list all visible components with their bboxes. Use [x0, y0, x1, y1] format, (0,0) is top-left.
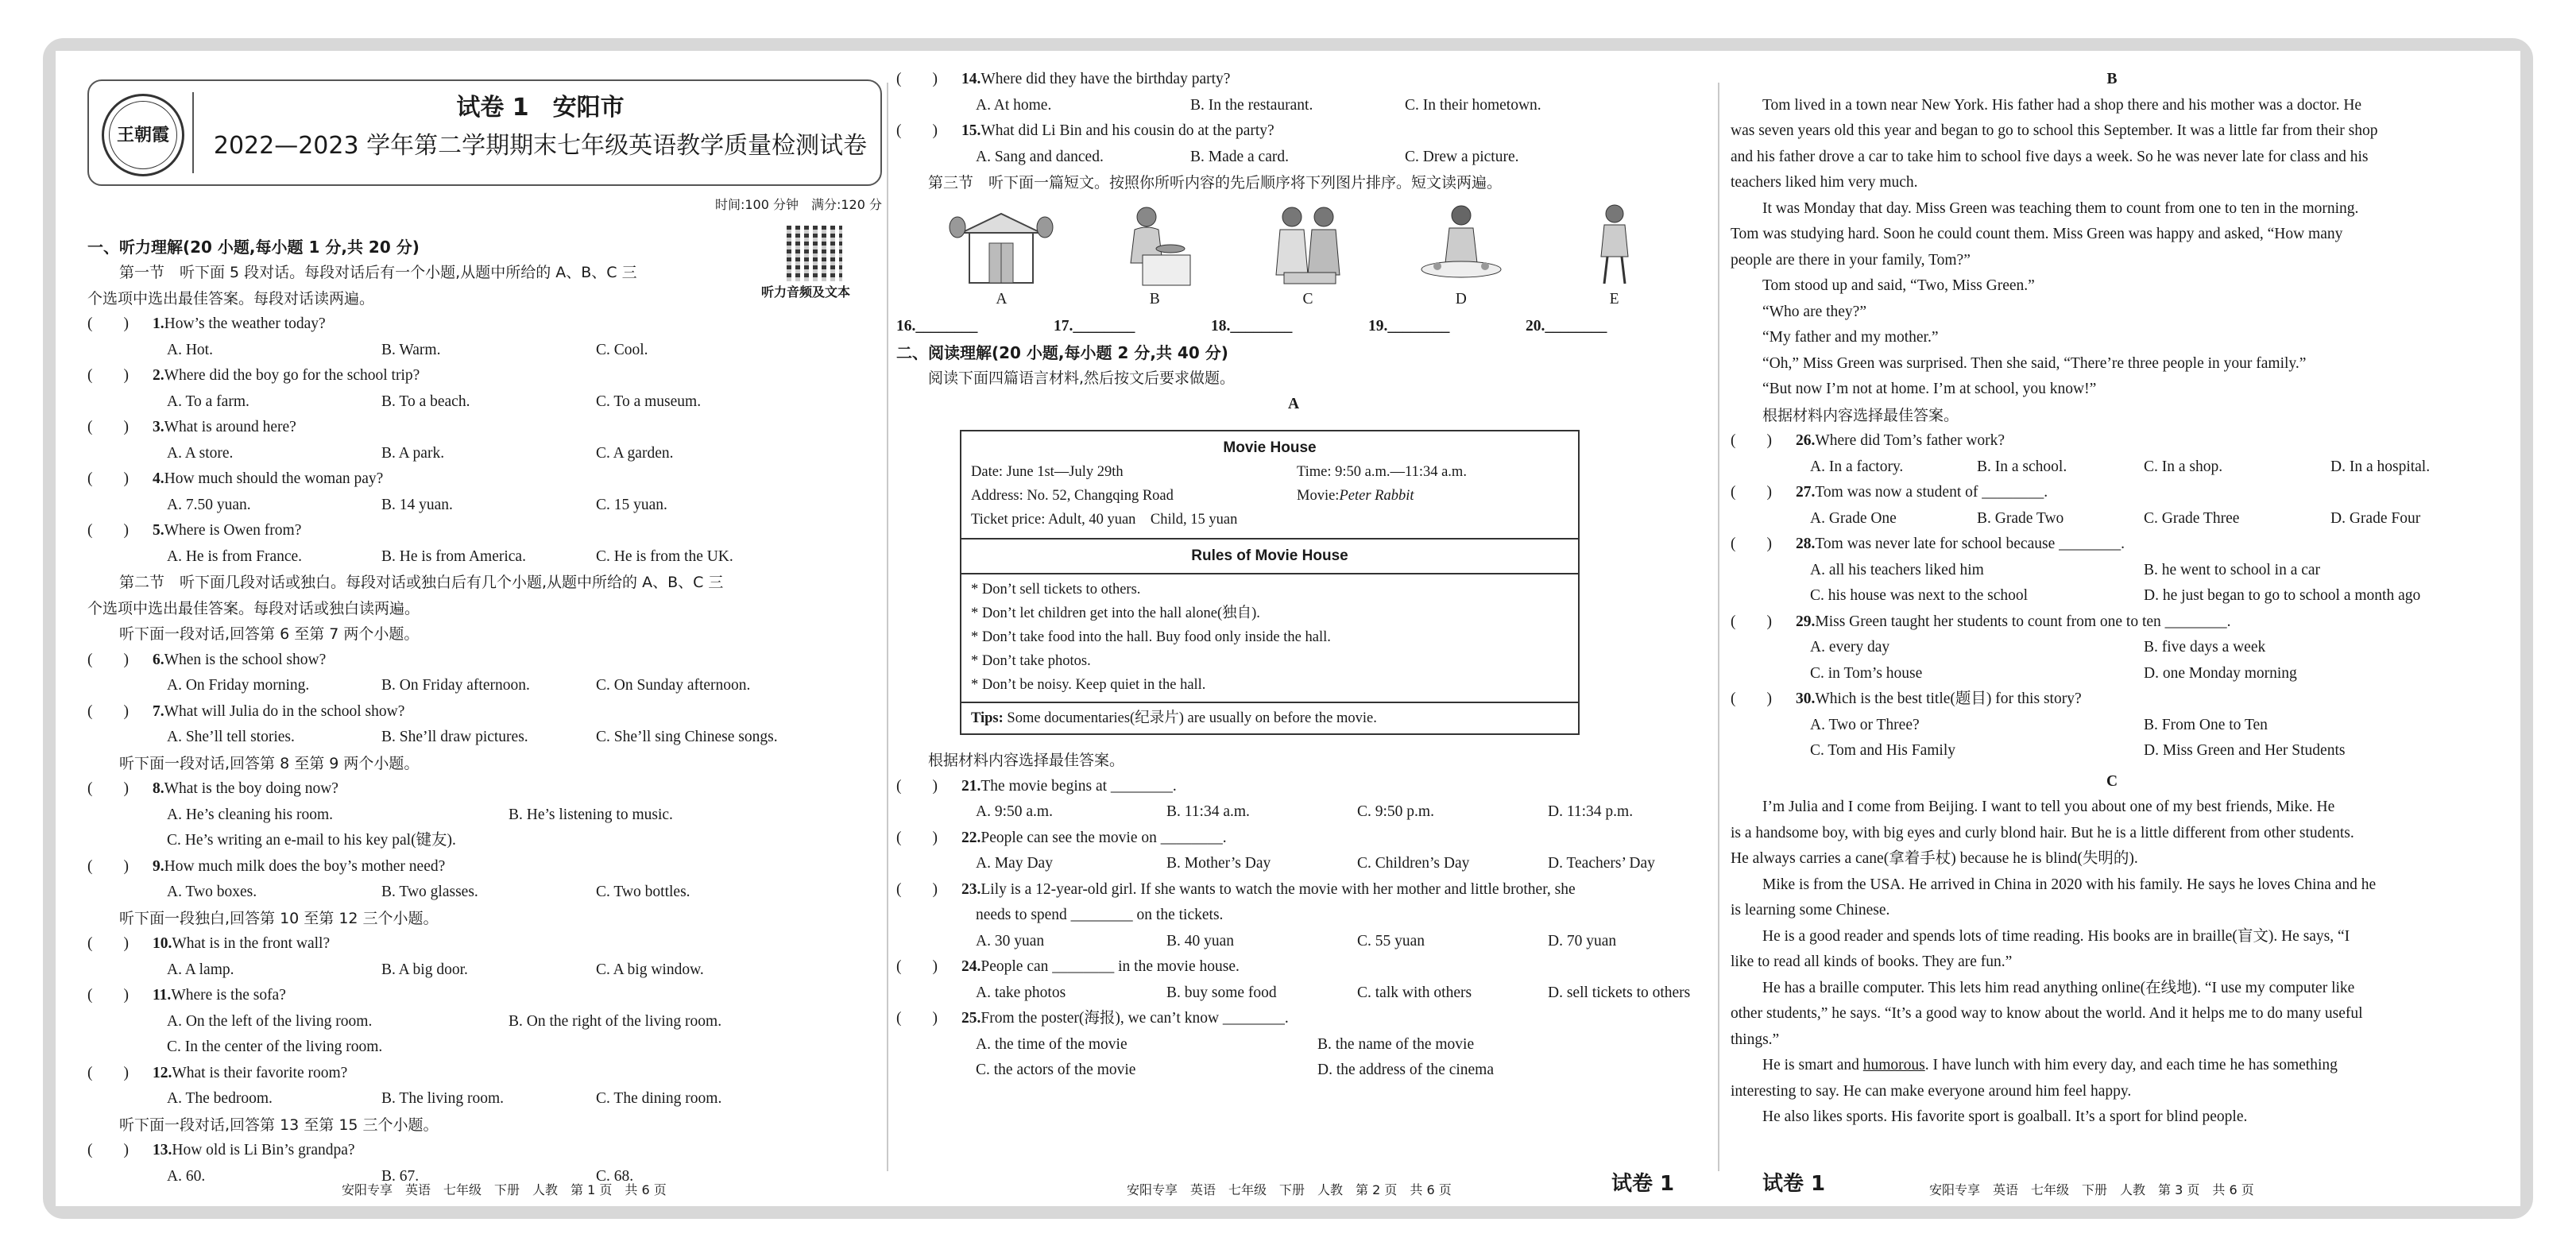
- question-number: 2.: [153, 367, 164, 384]
- rule-item: * Don’t sell tickets to others.: [971, 582, 1141, 598]
- option-a[interactable]: A. May Day: [976, 855, 1053, 872]
- question-28: [1731, 532, 2493, 609]
- answer-bracket[interactable]: ( ): [87, 857, 129, 875]
- section-note: 听下面一段对话,回答第 13 至第 15 三个小题。: [119, 1116, 439, 1134]
- question-12: [87, 1061, 882, 1112]
- option-a[interactable]: A. Hot.: [167, 341, 213, 358]
- question-8: [87, 776, 882, 854]
- blank-16[interactable]: 16.________: [896, 318, 978, 335]
- option-c[interactable]: C. Tom and His Family: [1810, 742, 1955, 759]
- option-b[interactable]: B. He’s listening to music.: [509, 806, 673, 823]
- passage-line: It was Monday that day. Miss Green was teaching them to count from one to ten in the morning.: [1762, 199, 2359, 217]
- passage-line: like to read all kinds of books. They are fun.”: [1731, 953, 2013, 970]
- question-1: [87, 311, 882, 363]
- question-stem: When is the school show?: [164, 651, 327, 668]
- option-c[interactable]: C. the actors of the movie: [976, 1062, 1136, 1078]
- question-5: [87, 518, 882, 570]
- qr-caption: 听力音频及文本: [761, 284, 851, 300]
- picture-label: B: [1149, 290, 1160, 307]
- option-b[interactable]: B. 40 yuan: [1166, 932, 1235, 950]
- passage-line: teachers liked him very much.: [1731, 174, 1918, 191]
- option-b[interactable]: B. He is from America.: [381, 547, 526, 565]
- option-d[interactable]: D. 11:34 p.m.: [1548, 803, 1634, 820]
- picture-row: [896, 199, 1691, 313]
- part1-intro-cont: 个选项中选出最佳答案。每段对话读两遍。: [87, 289, 375, 307]
- option-c[interactable]: C. 15 yuan.: [596, 496, 667, 513]
- passage-line: is a handsome boy, with big eyes and curly blond hair. But he is a little different from other students.: [1731, 824, 2354, 841]
- part2-intro: 第二节 听下面几段对话或独白。每段对话或独白后有几个小题,从题中所给的 A、B、C 三: [119, 574, 724, 591]
- question-22: [896, 826, 1691, 877]
- answer-bracket[interactable]: ( ): [87, 367, 129, 384]
- question-stem-cont: needs to spend ________ on the tickets.: [976, 907, 1224, 923]
- option-a[interactable]: A. A lamp.: [167, 961, 234, 978]
- question-stem: Lily is a 12-year-old girl. If she wants to watch the movie with her mother and little brother, she: [981, 880, 1576, 898]
- question-number: 25.: [961, 1010, 981, 1027]
- blank-19[interactable]: 19.________: [1368, 318, 1450, 335]
- option-b[interactable]: B. On the right of the living room.: [509, 1012, 722, 1030]
- exam-sheet: [56, 51, 2520, 1206]
- question-11: [87, 983, 882, 1061]
- choose-instruction: 根据材料内容选择最佳答案。: [1762, 406, 1959, 424]
- passage-a-label: A: [1287, 395, 1300, 412]
- answer-bracket[interactable]: ( ): [87, 935, 129, 952]
- option-c[interactable]: C. Children’s Day: [1357, 855, 1470, 872]
- question-stem: How old is Li Bin’s grandpa?: [172, 1142, 355, 1158]
- answer-bracket[interactable]: ( ): [1731, 536, 1772, 552]
- question-number: 4.: [153, 470, 164, 487]
- question-9: [87, 854, 882, 906]
- question-stem: What is in the front wall?: [172, 935, 331, 952]
- part3-intro: 第三节 听下面一篇短文。按照你所听内容的先后顺序将下列图片排序。短文读两遍。: [928, 174, 1503, 191]
- passage-line: is learning some Chinese.: [1731, 902, 1890, 919]
- column-divider: [887, 83, 888, 1171]
- passage-c: [1731, 795, 2493, 1131]
- option-a[interactable]: A. On Friday morning.: [167, 677, 310, 694]
- passage-line: He is a good reader and spends lots of time reading. His books are in braille(盲文). He says, “I: [1762, 927, 2350, 945]
- picture-d: [1384, 199, 1537, 313]
- part2-intro-cont: 个选项中选出最佳答案。每段对话或独白读两遍。: [87, 599, 420, 617]
- poster-title: Movie House: [1223, 439, 1317, 456]
- answer-bracket[interactable]: ( ): [896, 122, 938, 139]
- passage-line: He always carries a cane(拿着手杖) because he is blind(失明的).: [1731, 850, 2138, 867]
- poster-tips: Tips: Some documentaries(纪录片) are usually on before the movie.: [971, 710, 1377, 726]
- exam-number-label: 试卷 1: [1762, 1172, 1826, 1196]
- poster-price: Ticket price: Adult, 40 yuan Child, 15 yuan: [971, 512, 1238, 528]
- option-b[interactable]: B. A big door.: [381, 961, 468, 978]
- question-14: [896, 67, 1691, 118]
- option-a[interactable]: A. In a factory.: [1810, 458, 1904, 475]
- option-c[interactable]: C. A big window.: [596, 961, 704, 978]
- blank-17[interactable]: 17.________: [1054, 318, 1135, 335]
- question-number: 7.: [153, 702, 164, 720]
- qr-code-icon[interactable]: [787, 226, 842, 281]
- person-cooking-icon: [1095, 199, 1214, 287]
- answer-bracket[interactable]: ( ): [87, 987, 129, 1004]
- column-page-3: [1731, 51, 2493, 1206]
- option-b[interactable]: B. From One to Ten: [2144, 716, 2268, 733]
- answer-bracket[interactable]: ( ): [87, 470, 129, 487]
- rules-title: Rules of Movie House: [961, 541, 1578, 574]
- picture-c: [1232, 199, 1385, 313]
- question-number: 9.: [153, 857, 164, 875]
- answer-bracket[interactable]: ( ): [896, 1010, 938, 1027]
- option-c[interactable]: C. He’s writing an e-mail to his key pal(键友).: [167, 832, 456, 849]
- picture-label: E: [1609, 290, 1619, 307]
- passage-line: people are there in your family, Tom?”: [1731, 251, 1971, 269]
- column-page-1: [87, 51, 882, 1206]
- option-b[interactable]: B. The living room.: [381, 1090, 505, 1107]
- option-a[interactable]: A. She’ll tell stories.: [167, 729, 295, 745]
- question-number: 8.: [153, 780, 164, 797]
- question-stem: What is around here?: [164, 419, 296, 435]
- option-c[interactable]: C. On Sunday afternoon.: [596, 677, 751, 694]
- answer-bracket[interactable]: ( ): [87, 1142, 129, 1158]
- picture-label: D: [1455, 290, 1467, 307]
- option-b[interactable]: B. Mother’s Day: [1166, 855, 1271, 872]
- logo-text: 王朝霞: [116, 124, 169, 145]
- option-c[interactable]: C. Cool.: [596, 341, 648, 358]
- question-stem: Where did they have the birthday party?: [981, 71, 1231, 87]
- question-27: [1731, 480, 2493, 532]
- answer-bracket[interactable]: ( ): [1731, 432, 1772, 449]
- question-stem: What is the boy doing now?: [164, 780, 338, 797]
- option-c[interactable]: C. She’ll sing Chinese songs.: [596, 729, 778, 745]
- question-23: [896, 877, 1691, 955]
- passage-line: Tom lived in a town near New York. His father had a shop there and his mother was a doctor. He: [1762, 96, 2362, 114]
- title-box: [87, 79, 882, 186]
- question-number: 1.: [153, 315, 164, 332]
- option-b[interactable]: B. Made a card.: [1190, 148, 1289, 165]
- answer-bracket[interactable]: ( ): [896, 71, 938, 87]
- page-title: 试卷 1 安阳市: [456, 94, 625, 122]
- question-number: 14.: [961, 71, 981, 87]
- rule-item: * Don’t be noisy. Keep quiet in the hall.: [971, 677, 1206, 693]
- option-c[interactable]: C. 68.: [596, 1167, 634, 1185]
- answer-bracket[interactable]: ( ): [1731, 613, 1772, 630]
- answer-bracket[interactable]: ( ): [1731, 484, 1772, 501]
- question-stem: Where is the sofa?: [171, 987, 286, 1004]
- option-a[interactable]: A. Sang and danced.: [976, 148, 1104, 165]
- option-d[interactable]: D. sell tickets to others: [1548, 984, 1691, 1001]
- option-a[interactable]: A. Two or Three?: [1810, 716, 1920, 733]
- option-c[interactable]: C. 55 yuan: [1357, 932, 1425, 950]
- passage-line: “My father and my mother.”: [1762, 329, 1939, 346]
- answer-bracket[interactable]: ( ): [87, 315, 129, 332]
- question-stem: What is their favorite room?: [172, 1064, 348, 1081]
- passage-line: I’m Julia and I come from Beijing. I want to tell you about one of my best friends, Mike. He: [1762, 799, 2335, 815]
- passage-c-label: C: [2106, 772, 2118, 790]
- option-a[interactable]: A. the time of the movie: [976, 1035, 1127, 1053]
- question-number: 26.: [1796, 432, 1816, 449]
- title-divider: [192, 92, 194, 173]
- question-26: [1731, 428, 2493, 480]
- question-number: 27.: [1796, 484, 1816, 501]
- option-d[interactable]: D. 70 yuan: [1548, 932, 1617, 950]
- passage-line: other students,” he says. “It’s a good way to know about the world. And it helps me to do many useful: [1731, 1005, 2363, 1022]
- question-number: 15.: [961, 122, 981, 139]
- question-stem: People can see the movie on ________.: [981, 829, 1227, 846]
- option-c[interactable]: C. his house was next to the school: [1810, 587, 2029, 604]
- question-stem: Tom was never late for school because ________.: [1815, 536, 2125, 552]
- option-b[interactable]: B. In the restaurant.: [1190, 96, 1313, 114]
- option-a[interactable]: A. Grade One: [1810, 509, 1897, 527]
- blank-20[interactable]: 20.________: [1526, 318, 1607, 335]
- question-number: 23.: [961, 880, 981, 898]
- answer-bracket[interactable]: ( ): [896, 958, 938, 975]
- underlined-word: humorous: [1862, 1057, 1925, 1073]
- picture-b: [1078, 199, 1232, 313]
- question-stem: How much should the woman pay?: [164, 470, 384, 487]
- reading-intro: 阅读下面四篇语言材料,然后按文后要求做题。: [928, 369, 1236, 387]
- page-footer: 安阳专享 英语 七年级 下册 人教 第 3 页 共 6 页: [1929, 1182, 2254, 1197]
- option-a[interactable]: A. 9:50 a.m.: [976, 803, 1053, 820]
- passage-line: was seven years old this year and began to go to school this September. It was a little far from their shop: [1731, 122, 2378, 139]
- question-number: 13.: [153, 1142, 172, 1158]
- option-d[interactable]: D. he just began to go to school a month ago: [2144, 587, 2421, 604]
- answer-blanks: [896, 314, 1691, 340]
- answer-bracket[interactable]: ( ): [87, 702, 129, 720]
- page-footer: 安阳专享 英语 七年级 下册 人教 第 2 页 共 6 页: [1127, 1182, 1452, 1197]
- passage-line: He has a braille computer. This lets him read anything online(在线地). “I use my computer like: [1762, 979, 2355, 996]
- option-b[interactable]: B. Two glasses.: [381, 884, 478, 900]
- question-number: 11.: [153, 987, 172, 1004]
- listening-heading: 一、听力理解(20 小题,每小题 1 分,共 20 分): [87, 237, 420, 257]
- option-b[interactable]: B. he went to school in a car: [2144, 561, 2321, 578]
- question-30: [1731, 687, 2493, 764]
- exam-number-label: 试卷 1: [1611, 1172, 1675, 1196]
- option-a[interactable]: A. A store.: [167, 444, 234, 462]
- exam-meta: 时间:100 分钟 满分:120 分: [714, 197, 882, 212]
- movie-poster: [960, 430, 1580, 735]
- section-note: 听下面一段对话,回答第 8 至第 9 两个小题。: [119, 754, 420, 772]
- option-b[interactable]: B. the name of the movie: [1317, 1035, 1475, 1053]
- question-stem: People can ________ in the movie house.: [981, 958, 1240, 975]
- question-stem: Where is Owen from?: [164, 522, 302, 539]
- part1-intro: 第一节 听下面 5 段对话。每段对话后有一个小题,从题中所给的 A、B、C 三: [119, 264, 637, 281]
- question-number: 5.: [153, 522, 164, 539]
- question-stem: Which is the best title(题目) for this story?: [1815, 690, 2082, 707]
- question-number: 30.: [1796, 690, 1816, 707]
- option-a[interactable]: A. all his teachers liked him: [1810, 561, 1984, 578]
- option-b[interactable]: B. A park.: [381, 444, 445, 462]
- publisher-logo: [102, 94, 184, 176]
- passage-b-label: B: [2106, 71, 2118, 87]
- question-stem: Where did Tom’s father work?: [1815, 432, 2005, 449]
- reading-heading: 二、阅读理解(20 小题,每小题 2 分,共 40 分): [896, 342, 1228, 362]
- option-c[interactable]: C. Drew a picture.: [1405, 148, 1519, 165]
- answer-bracket[interactable]: ( ): [87, 522, 129, 539]
- option-b[interactable]: B. 11:34 a.m.: [1166, 803, 1250, 820]
- passage-line: He is smart and humorous. I have lunch with him every day, and each time he has something: [1762, 1057, 2338, 1073]
- question-stem: How much milk does the boy’s mother need?: [164, 857, 446, 875]
- question-3: [87, 415, 882, 466]
- rule-item: * Don’t let children get into the hall alone(独自).: [971, 605, 1260, 621]
- answer-bracket[interactable]: ( ): [896, 880, 938, 898]
- answer-bracket[interactable]: ( ): [87, 1064, 129, 1081]
- question-number: 6.: [153, 651, 164, 668]
- option-c[interactable]: C. A garden.: [596, 444, 674, 462]
- column-divider: [1718, 83, 1719, 1171]
- picture-label: C: [1302, 290, 1313, 307]
- passage-line: things.”: [1731, 1031, 1780, 1048]
- question-number: 21.: [961, 777, 981, 795]
- option-a[interactable]: A. He’s cleaning his room.: [167, 806, 334, 823]
- option-b[interactable]: B. In a school.: [1977, 458, 2067, 475]
- gate-lanterns-icon: [942, 199, 1061, 287]
- question-4: [87, 466, 882, 518]
- option-c[interactable]: C. Two bottles.: [596, 884, 690, 900]
- option-a[interactable]: A. The bedroom.: [167, 1090, 273, 1107]
- two-women-icon: [1248, 199, 1367, 287]
- answer-bracket[interactable]: ( ): [87, 419, 129, 435]
- question-number: 22.: [961, 829, 981, 846]
- option-a[interactable]: A. On the left of the living room.: [167, 1012, 373, 1030]
- page-subtitle: 2022—2023 学年第二学期期末七年级英语教学质量检测试卷: [213, 132, 868, 160]
- blank-18[interactable]: 18.________: [1211, 318, 1293, 335]
- option-d[interactable]: D. Grade Four: [2330, 509, 2421, 527]
- option-b[interactable]: B. buy some food: [1166, 984, 1277, 1001]
- passage-line: interesting to say. He can make everyone around him feel happy.: [1731, 1082, 2132, 1100]
- option-a[interactable]: A. At home.: [976, 96, 1052, 114]
- option-c[interactable]: C. He is from the UK.: [596, 547, 733, 565]
- page-footer: 安阳专享 英语 七年级 下册 人教 第 1 页 共 6 页: [342, 1182, 667, 1197]
- poster-address: Address: No. 52, Changqing Road: [971, 488, 1174, 504]
- option-a[interactable]: A. every day: [1810, 639, 1890, 656]
- picture-label: A: [996, 290, 1008, 307]
- option-c[interactable]: C. In the center of the living room.: [167, 1038, 383, 1055]
- question-stem: Miss Green taught her students to count from one to ten ________.: [1815, 613, 2231, 630]
- passage-line: Tom stood up and said, “Two, Miss Green.”: [1762, 277, 2035, 294]
- question-6: [87, 648, 882, 699]
- question-15: [896, 118, 1691, 170]
- option-c[interactable]: C. In a shop.: [2144, 458, 2223, 475]
- passage-line: Tom was studying hard. Soon he could count them. Miss Green was happy and asked, “How many: [1731, 226, 2343, 242]
- answer-bracket[interactable]: ( ): [87, 780, 129, 797]
- option-b[interactable]: B. Warm.: [381, 341, 441, 358]
- rule-item: * Don’t take photos.: [971, 653, 1091, 669]
- section-note: 听下面一段独白,回答第 10 至第 12 三个小题。: [119, 909, 439, 927]
- option-a[interactable]: A. He is from France.: [167, 547, 303, 565]
- person-standing-icon: [1555, 199, 1674, 287]
- poster-movie: Movie:Peter Rabbit: [1297, 488, 1414, 504]
- answer-bracket[interactable]: ( ): [896, 829, 938, 846]
- question-10: [87, 931, 882, 983]
- question-number: 28.: [1796, 536, 1816, 552]
- section-note: 听下面一段对话,回答第 6 至第 7 两个小题。: [119, 625, 420, 643]
- answer-bracket[interactable]: ( ): [896, 777, 938, 795]
- question-stem: Where did the boy go for the school trip?: [164, 367, 420, 384]
- question-21: [896, 774, 1691, 826]
- question-number: 10.: [153, 935, 172, 952]
- option-a[interactable]: A. Two boxes.: [167, 884, 257, 900]
- option-c[interactable]: C. 9:50 p.m.: [1357, 803, 1434, 820]
- question-stem: Tom was now a student of ________.: [1815, 484, 2048, 501]
- option-d[interactable]: D. Miss Green and Her Students: [2144, 742, 2346, 759]
- question-number: 29.: [1796, 613, 1816, 630]
- question-number: 24.: [961, 958, 981, 975]
- question-2: [87, 363, 882, 415]
- answer-bracket[interactable]: ( ): [1731, 690, 1772, 707]
- rule-item: * Don’t take food into the hall. Buy food only inside the hall.: [971, 629, 1331, 645]
- option-a[interactable]: A. take photos: [976, 984, 1066, 1001]
- option-a[interactable]: A. To a farm.: [167, 393, 249, 410]
- question-stem: What did Li Bin and his cousin do at the party?: [981, 122, 1274, 139]
- option-b[interactable]: B. Grade Two: [1977, 509, 2064, 527]
- option-b[interactable]: B. 14 yuan.: [381, 496, 453, 513]
- option-b[interactable]: B. To a beach.: [381, 393, 470, 410]
- picture-e: [1537, 199, 1691, 313]
- poster-time: Time: 9:50 a.m.—11:34 a.m.: [1297, 464, 1467, 480]
- passage-line: “Oh,” Miss Green was surprised. Then she said, “There’re three people in your family.”: [1762, 354, 2307, 372]
- option-d[interactable]: D. one Monday morning: [2144, 664, 2297, 682]
- option-b[interactable]: B. five days a week: [2144, 639, 2266, 656]
- column-page-2: [896, 51, 1691, 1206]
- answer-bracket[interactable]: ( ): [87, 651, 129, 668]
- question-stem: The movie begins at ________.: [981, 777, 1177, 795]
- choose-instruction: 根据材料内容选择最佳答案。: [928, 752, 1125, 769]
- question-7: [87, 699, 882, 751]
- option-d[interactable]: D. In a hospital.: [2330, 458, 2431, 475]
- option-c[interactable]: C. in Tom’s house: [1810, 664, 1923, 682]
- question-stem: What will Julia do in the school show?: [164, 702, 405, 720]
- question-stem: From the poster(海报), we can’t know ________.: [981, 1010, 1289, 1027]
- option-c[interactable]: C. To a museum.: [596, 393, 702, 410]
- question-25: [896, 1006, 1691, 1084]
- option-d[interactable]: D. Teachers’ Day: [1548, 855, 1655, 872]
- passage-b: [1731, 93, 2493, 403]
- option-c[interactable]: C. In their hometown.: [1405, 96, 1541, 114]
- question-29: [1731, 609, 2493, 687]
- question-number: 12.: [153, 1064, 172, 1081]
- option-d[interactable]: D. the address of the cinema: [1317, 1062, 1495, 1078]
- passage-line: He also likes sports. His favorite sport is goalball. It’s a sport for blind people.: [1762, 1108, 2248, 1125]
- option-a[interactable]: A. 7.50 yuan.: [167, 496, 251, 513]
- option-b[interactable]: B. 67.: [381, 1167, 420, 1185]
- passage-line: and his father drove a car to take him to school five days a week. So he was never late for class and his: [1731, 148, 2369, 165]
- question-number: 3.: [153, 419, 164, 435]
- woman-at-table-icon: [1402, 199, 1521, 287]
- option-c[interactable]: C. talk with others: [1357, 984, 1472, 1001]
- question-24: [896, 954, 1691, 1006]
- option-a[interactable]: A. 30 yuan: [976, 932, 1045, 950]
- question-stem: How’s the weather today?: [164, 315, 326, 332]
- option-b[interactable]: B. On Friday afternoon.: [381, 677, 530, 694]
- passage-line: “But now I’m not at home. I’m at school, you know!”: [1762, 381, 2097, 397]
- option-a[interactable]: A. 60.: [167, 1167, 206, 1185]
- passage-line: Mike is from the USA. He arrived in China in 2020 with his family. He says he loves China and he: [1762, 876, 2377, 893]
- option-c[interactable]: C. Grade Three: [2144, 509, 2240, 527]
- passage-line: “Who are they?”: [1762, 303, 1866, 320]
- option-b[interactable]: B. She’ll draw pictures.: [381, 729, 528, 745]
- picture-a: [925, 199, 1078, 313]
- poster-date: Date: June 1st—July 29th: [971, 464, 1124, 480]
- option-c[interactable]: C. The dining room.: [596, 1090, 722, 1107]
